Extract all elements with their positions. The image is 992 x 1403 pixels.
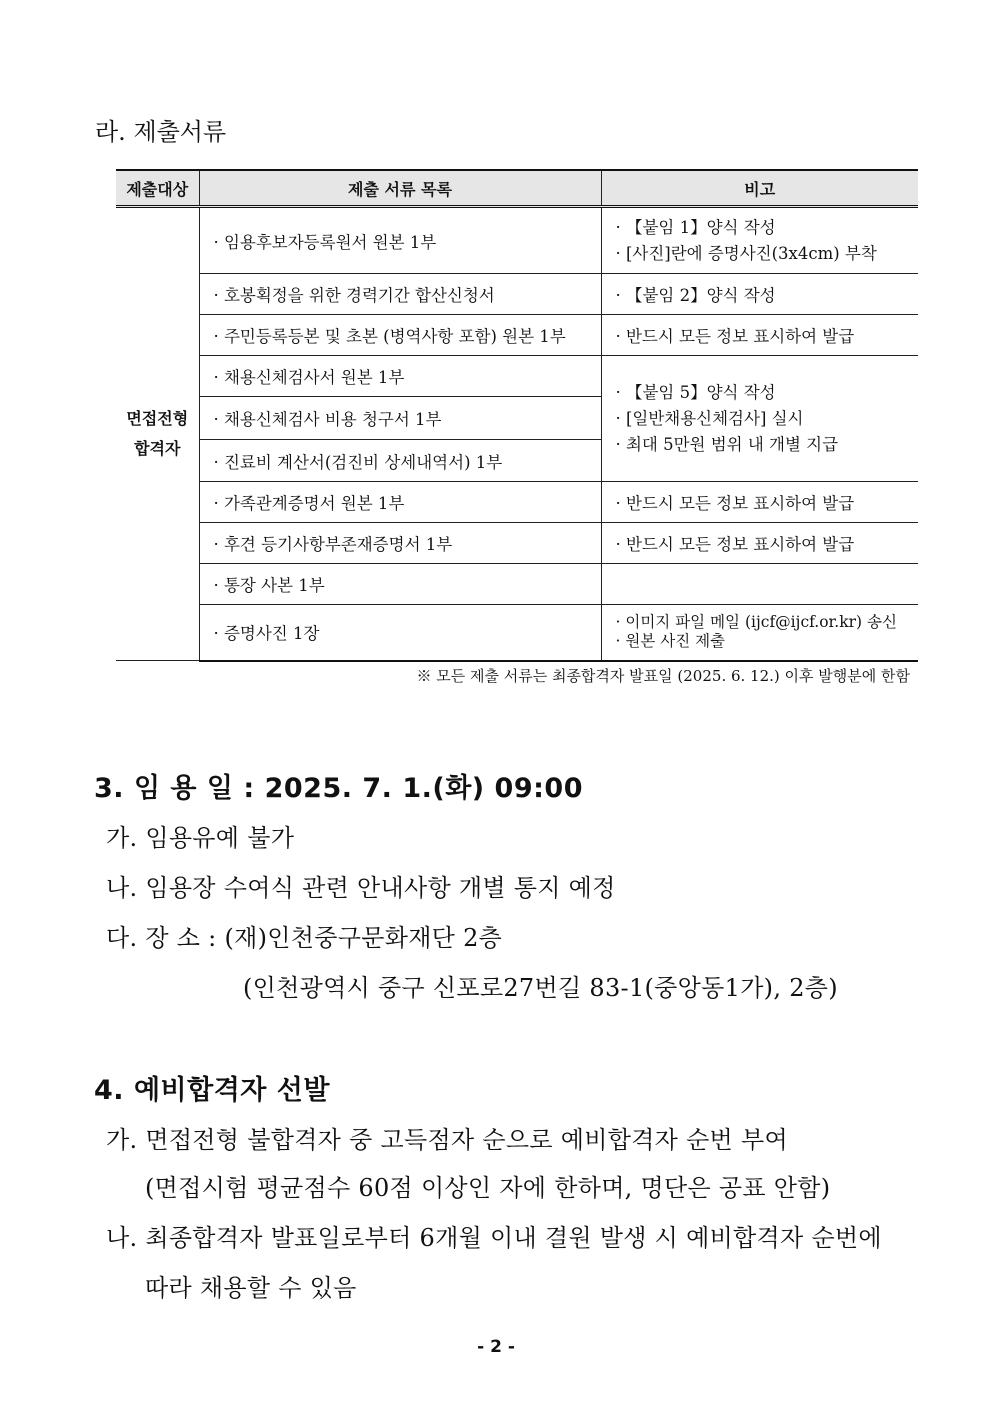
section-3-item: 가. 임용유예 불가 bbox=[106, 824, 295, 852]
doc-cell: · 임용후보자등록원서 원본 1부 bbox=[199, 207, 601, 274]
section-4-item: (면접시험 평균점수 60점 이상인 자에 한하며, 명단은 공표 안함) bbox=[145, 1174, 831, 1202]
section-3-item: 나. 임용장 수여식 관련 안내사항 개별 통지 예정 bbox=[106, 874, 616, 902]
section-4-item: 따라 채용할 수 있음 bbox=[145, 1274, 357, 1302]
section-4-item: 가. 면접전형 불합격자 중 고득점자 순으로 예비합격자 순번 부여 bbox=[106, 1126, 788, 1154]
doc-cell: · 가족관계증명서 원본 1부 bbox=[199, 482, 601, 523]
note-cell: · 반드시 모든 정보 표시하여 발급 bbox=[601, 315, 918, 356]
target-line-2: 합격자 bbox=[134, 439, 181, 458]
table-header-row bbox=[116, 170, 918, 207]
table-row bbox=[116, 605, 918, 661]
note-cell: · 【붙임 2】양식 작성 bbox=[601, 274, 918, 315]
doc-cell: · 채용신체검사서 원본 1부 bbox=[199, 356, 601, 397]
table-row bbox=[116, 315, 918, 356]
note-text: · [사진]란에 증명사진(3x4cm) 부착 bbox=[615, 243, 877, 263]
note-text: · [일반채용신체검사] 실시 bbox=[615, 408, 804, 428]
note-cell: · 반드시 모든 정보 표시하여 발급 bbox=[601, 482, 918, 523]
table-row bbox=[116, 564, 918, 605]
doc-cell: · 통장 사본 1부 bbox=[199, 564, 601, 605]
table-row bbox=[116, 207, 918, 274]
doc-cell: · 증명사진 1장 bbox=[199, 605, 601, 661]
documents-table bbox=[116, 169, 918, 662]
note-cell: · 반드시 모든 정보 표시하여 발급 bbox=[601, 523, 918, 564]
doc-cell: · 주민등록등본 및 초본 (병역사항 포함) 원본 1부 bbox=[199, 315, 601, 356]
section-3-address: (인천광역시 중구 신포로27번길 83-1(중앙동1가), 2층) bbox=[243, 974, 838, 1002]
table-footnote: ※ 모든 제출 서류는 최종합격자 발표일 (2025. 6. 12.) 이후 발행분에 한함 bbox=[416, 667, 910, 685]
note-text: · 【붙임 5】양식 작성 bbox=[615, 382, 776, 402]
target-cell bbox=[116, 207, 199, 661]
table-row bbox=[116, 274, 918, 315]
table-row bbox=[116, 356, 918, 397]
note-text: · 이미지 파일 메일 (ijcf@ijcf.or.kr) 송신 bbox=[615, 613, 897, 632]
note-text: · 최대 5만원 범위 내 개별 지급 bbox=[615, 434, 839, 454]
note-cell bbox=[601, 605, 918, 661]
note-text: · 원본 사진 제출 bbox=[615, 632, 726, 651]
page-number: - 2 - bbox=[477, 1337, 515, 1357]
doc-cell: · 채용신체검사 비용 청구서 1부 bbox=[199, 397, 601, 440]
note-text: · 【붙임 1】양식 작성 bbox=[615, 217, 776, 237]
target-line-1: 면접전형 bbox=[126, 409, 189, 428]
note-cell bbox=[601, 356, 918, 482]
note-cell bbox=[601, 207, 918, 274]
section-3-item: 다. 장 소 : (재)인천중구문화재단 2층 bbox=[106, 924, 503, 952]
section-4-item: 나. 최종합격자 발표일로부터 6개월 이내 결원 발생 시 예비합격자 순번에 bbox=[106, 1224, 882, 1252]
section-3-heading: 3. 임 용 일 : 2025. 7. 1.(화) 09:00 bbox=[94, 773, 583, 804]
header-documents: 제출 서류 목록 bbox=[199, 170, 601, 207]
doc-cell: · 진료비 계산서(검진비 상세내역서) 1부 bbox=[199, 440, 601, 482]
table-row bbox=[116, 482, 918, 523]
note-cell-empty bbox=[601, 564, 918, 605]
header-target: 제출대상 bbox=[116, 170, 199, 207]
table-row bbox=[116, 523, 918, 564]
doc-cell: · 후견 등기사항부존재증명서 1부 bbox=[199, 523, 601, 564]
section-heading-documents: 라. 제출서류 bbox=[95, 118, 227, 146]
doc-cell: · 호봉획정을 위한 경력기간 합산신청서 bbox=[199, 274, 601, 315]
header-remarks: 비고 bbox=[601, 170, 918, 207]
section-4-heading: 4. 예비합격자 선발 bbox=[94, 1075, 330, 1106]
